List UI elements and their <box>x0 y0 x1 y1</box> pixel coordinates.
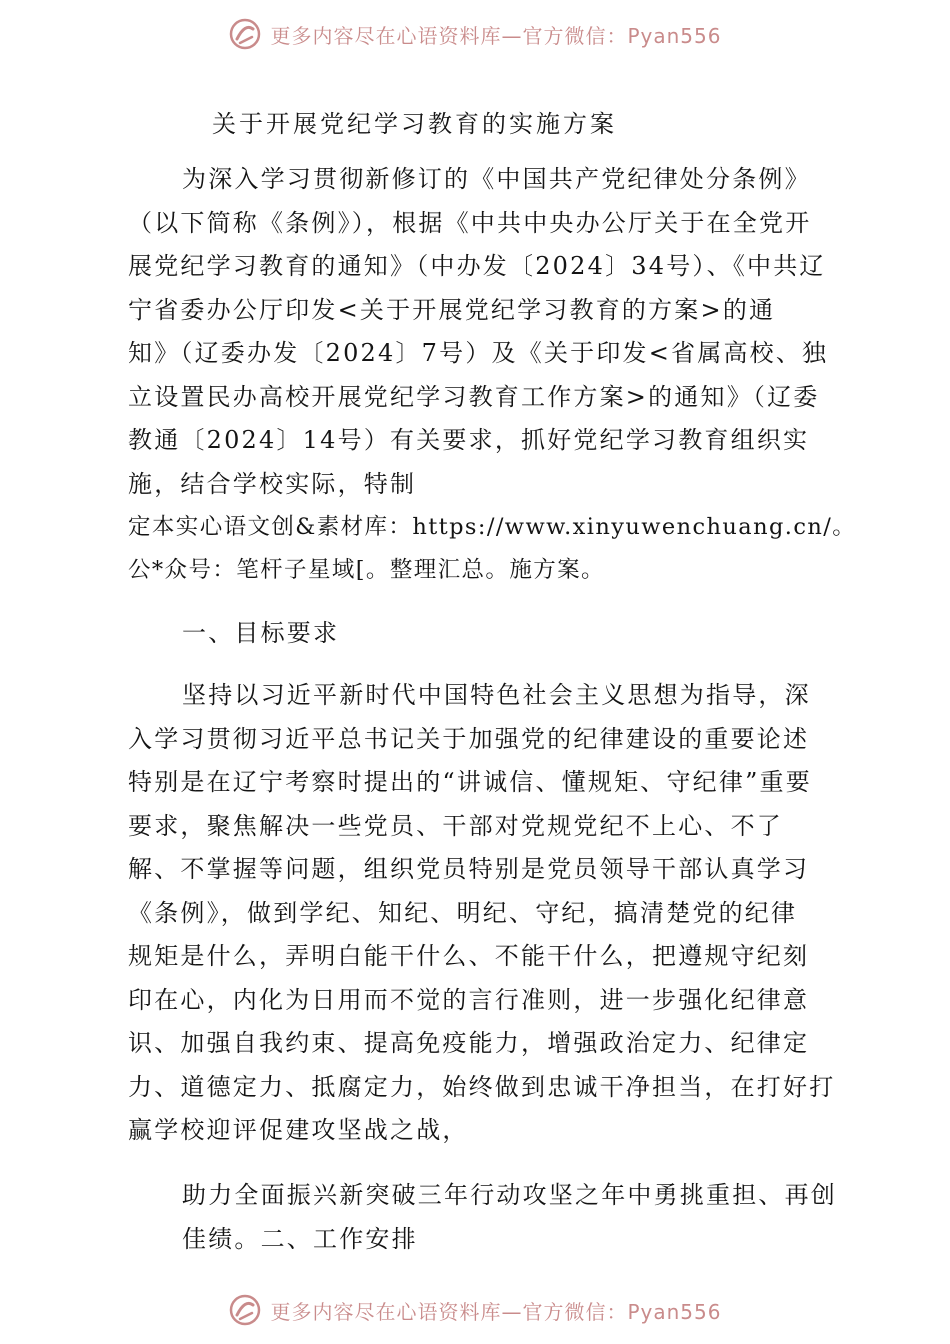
watermark-text: 更多内容尽在心语资料库—官方微信：Pyan556 <box>270 1299 722 1324</box>
text-line: 印在心，内化为日用而不觉的言行准则，进一步强化纪律意 <box>128 985 810 1014</box>
watermark-text: 更多内容尽在心语资料库—官方微信：Pyan556 <box>270 23 722 48</box>
section-1-paragraph <box>128 674 836 1153</box>
text-line: 立设置民办高校开展党纪学习教育工作方案>的通知》（辽委 <box>128 382 820 411</box>
text-line: 施，结合学校实际，特制 <box>128 469 417 498</box>
text-line: 佳绩。二、工作安排 <box>182 1224 418 1253</box>
text-line: 助力全面振兴新突破三年行动攻坚之年中勇挑重担、再创 <box>182 1181 837 1209</box>
text-line: 赢学校迎评促建攻坚战之战， <box>128 1116 469 1144</box>
text-line: 解、不掌握等问题，组织党员特别是党员领导干部认真学习 <box>128 855 810 883</box>
text-line: 教通〔2024〕14号）有关要求，抓好党纪学习教育组织实 <box>128 426 810 454</box>
seal-logo-icon <box>228 17 262 51</box>
text-line: 力、道德定力、抵腐定力，始终做到忠诚干净担当，在打好打 <box>128 1072 836 1101</box>
intro-paragraph <box>128 158 828 506</box>
watermark-header <box>0 14 950 54</box>
text-line: 宁省委办公厅印发<关于开展党纪学习教育的方案>的通 <box>128 295 776 324</box>
text-line: 为深入学习贯彻新修订的《中国共产党纪律处分条例》 <box>182 165 811 193</box>
closing-paragraph <box>128 1174 837 1261</box>
text-line: 定本实心语文创&素材库：https://www.xinyuwenchuang.cn/。 <box>128 514 857 540</box>
source-note <box>128 506 857 591</box>
text-line: 展党纪学习教育的通知》（中办发〔2024〕34号）、《中共辽 <box>128 252 826 280</box>
text-line: 要求，聚焦解决一些党员、干部对党规党纪不上心、不了 <box>128 811 783 840</box>
watermark-footer <box>0 1290 950 1330</box>
document-title: 关于开展党纪学习教育的实施方案 <box>212 110 617 138</box>
seal-logo-icon <box>228 1293 262 1327</box>
text-line: 《条例》，做到学纪、知纪、明纪、守纪，搞清楚党的纪律 <box>128 898 798 927</box>
text-line: 坚持以习近平新时代中国特色社会主义思想为指导，深 <box>182 681 811 709</box>
text-line: 规矩是什么，弄明白能干什么、不能干什么，把遵规守纪刻 <box>128 942 810 970</box>
text-line: 公*众号：笔杆子星域[。整理汇总。施方案。 <box>128 556 605 583</box>
text-line: 识、加强自我约束、提高免疫能力，增强政治定力、纪律定 <box>128 1029 810 1057</box>
text-line: 知》（辽委办发〔2024〕7号）及《关于印发<省属高校、独 <box>128 339 829 367</box>
text-line: （以下简称《条例》），根据《中共中央办公厅关于在全党开 <box>128 208 812 237</box>
section-1-heading: 一、目标要求 <box>182 619 340 647</box>
section-heading <box>128 612 828 656</box>
text-line: 特别是在辽宁考察时提出的“讲诚信、懂规矩、守纪律”重要 <box>128 768 812 796</box>
text-line: 入学习贯彻习近平总书记关于加强党的纪律建设的重要论述 <box>128 724 810 753</box>
